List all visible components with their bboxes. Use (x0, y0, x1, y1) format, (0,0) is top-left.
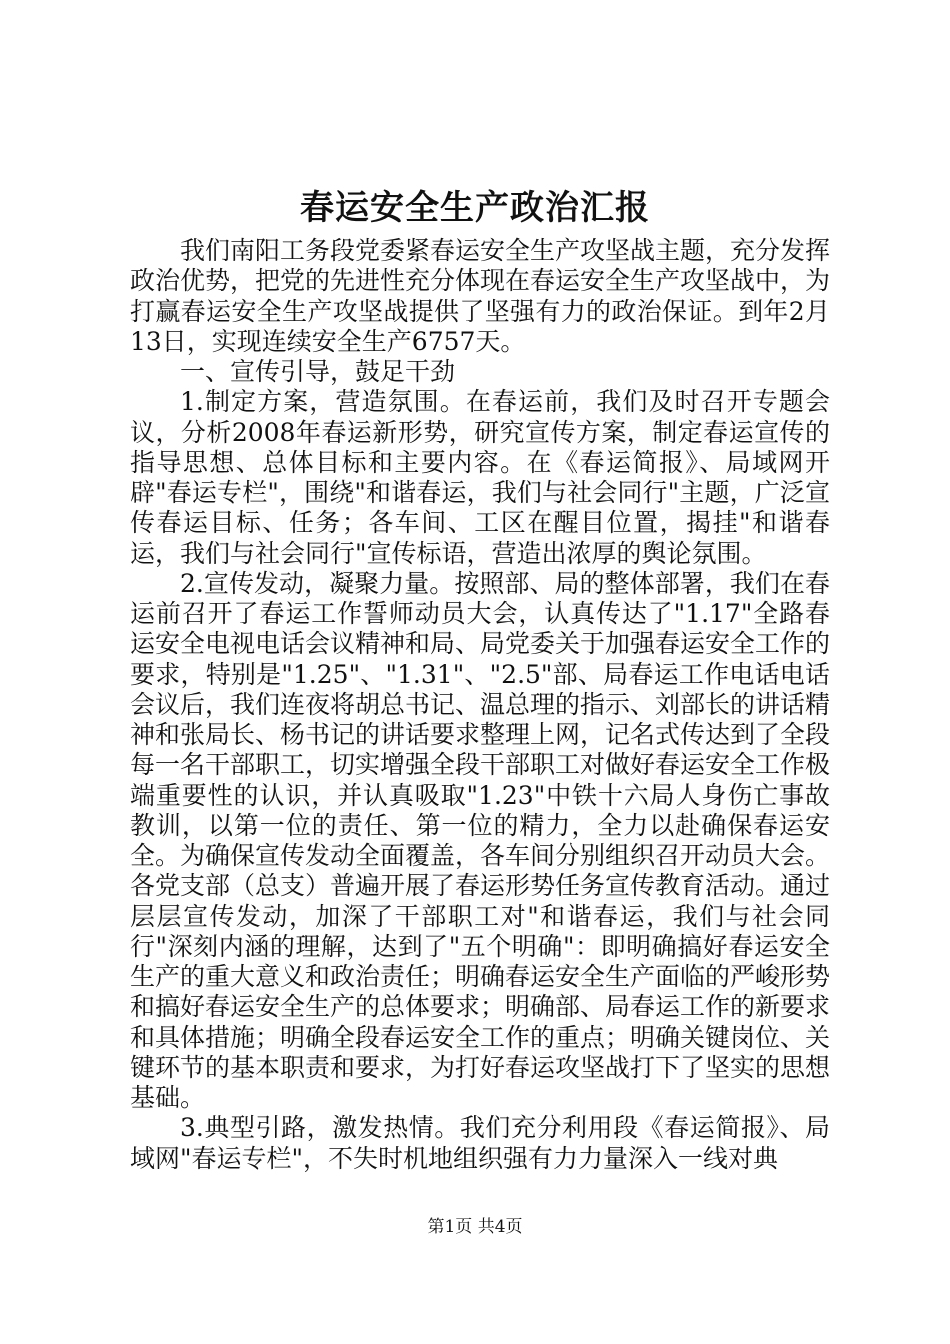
paragraph-item-3: 3.典型引路，激发热情。我们充分利用段《春运简报》、局域网"春运专栏"，不失时机地组织强有力力量深入一线对典 (130, 1113, 830, 1173)
paragraph-item-2: 2.宣传发动，凝聚力量。按照部、局的整体部署，我们在春运前召开了春运工作誓师动员大会，认真传达了"1.17"全路春运安全电视电话会议精神和局、局党委关于加强春运安全工作的要求，特别是"1.25"、"1.31"、"2.5"部、局春运工作电话电话会议后，我们连夜将胡总书记、温总理的指示、刘部长的讲话精神和张局长、杨书记的讲话要求整理上网，记名式传达到了全段每一名干部职工，切实增强全段干部职工对做好春运安全工作极端重要性的认识，并认真吸取"1.23"中铁十六局人身伤亡事故教训，以第一位的责任、第一位的精力，全力以赴确保春运安全。为确保宣传发动全面覆盖，各车间分别组织召开动员大会。各党支部（总支）普遍开展了春运形势任务宣传教育活动。通过层层宣传发动，加深了干部职工对"和谐春运，我们与社会同行"深刻内涵的理解，达到了"五个明确"：即明确搞好春运安全生产的重大意义和政治责任；明确春运安全生产面临的严峻形势和搞好春运安全生产的总体要求；明确部、局春运工作的新要求和具体措施；明确全段春运安全工作的重点；明确关键岗位、关键环节的基本职责和要求，为打好春运攻坚战打下了坚实的思想基础。 (130, 568, 831, 1112)
section-heading: 一、宣传引导，鼓足干劲 (180, 357, 456, 386)
paragraph-item-1: 1.制定方案，营造氛围。在春运前，我们及时召开专题会议，分析2008年春运新形势，研究宣传方案，制定春运宣传的指导思想、总体目标和主要内容。在《春运简报》、局域网开辟"春运专栏"，围绕"和谐春运，我们与社会同行"主题，广泛宣传春运目标、任务；各车间、工区在醒目位置，揭挂"和谐春运，我们与社会同行"宣传标语，营造出浓厚的舆论氛围。 (130, 387, 830, 568)
document-body (130, 236, 830, 1174)
document-title: 春运安全生产政治汇报 (300, 188, 650, 228)
paragraph-intro: 我们南阳工务段党委紧春运安全生产攻坚战主题，充分发挥政治优势，把党的先进性充分体现在春运安全生产攻坚战中，为打赢春运安全生产攻坚战提供了坚强有力的政治保证。到年2月13日，实现连续安全生产6757天。 (130, 236, 831, 356)
page-footer: 第1页 共4页 (427, 1217, 523, 1237)
